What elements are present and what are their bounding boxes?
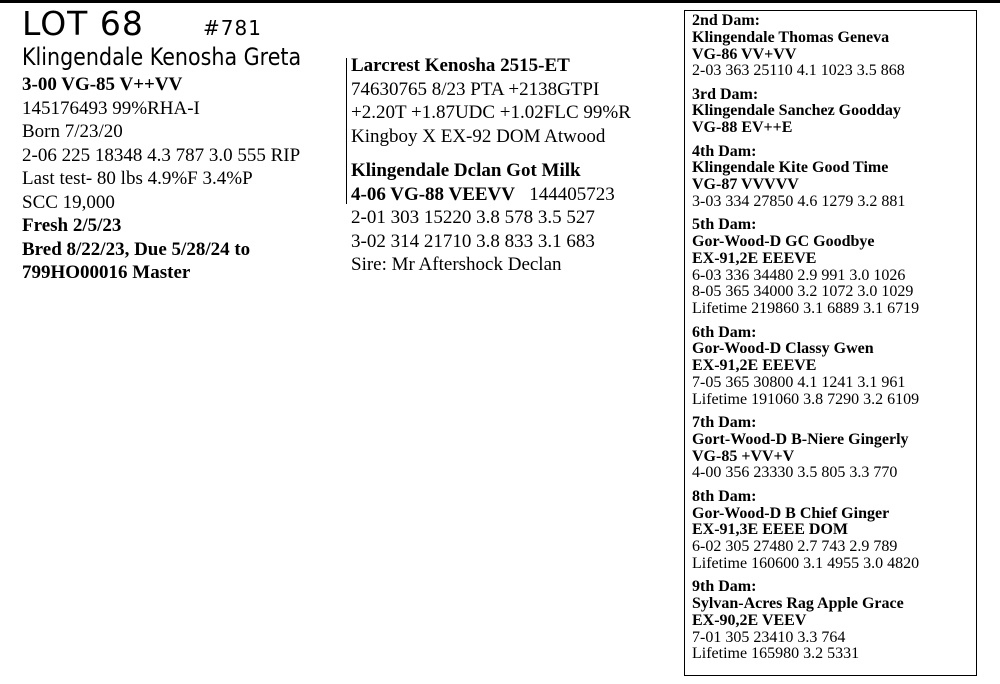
- sire-line2: +2.20T +1.87UDC +1.02FLC 99%R: [351, 102, 631, 123]
- dam-entry-2: [692, 13, 919, 80]
- dam-class-line: [351, 183, 631, 207]
- sire-line3: Kingboy X EX-92 DOM Atwood: [351, 125, 606, 147]
- top-rule: [0, 0, 1000, 3]
- cow-registration: 145176493 99%RHA-I: [22, 97, 200, 119]
- dam-entry-name: Klingendale Sanchez Goodday: [692, 102, 901, 120]
- dam-entry-7: [692, 415, 919, 482]
- cow-last-test: Last test- 80 lbs 4.9%F 3.4%P: [22, 168, 253, 189]
- dam-entry-6: [692, 325, 919, 409]
- sire-name: Larcrest Kenosha 2515-ET: [351, 55, 570, 76]
- dam-entry-class: EX-91,2E EEEVE: [692, 249, 817, 267]
- dam-name: Klingendale Dclan Got Milk: [351, 160, 581, 181]
- dam-entry-record: 2-03 363 25110 4.1 1023 3.5 868: [692, 62, 905, 80]
- dam-classification: 4-06 VG-88 VEEVV: [351, 183, 515, 205]
- dam-entry-3: [692, 87, 919, 137]
- dam-entry-5: [692, 217, 919, 318]
- pedigree-bracket: [346, 58, 347, 204]
- dam-entry-8: [692, 489, 919, 573]
- dam-title: 9th Dam:: [692, 578, 757, 596]
- dam-title: 2nd Dam:: [692, 12, 761, 29]
- dam-entry-name: Sylvan-Acres Rag Apple Grace: [692, 595, 904, 612]
- dam-entry-class: EX-91,2E EEEVE: [692, 357, 817, 375]
- dam-title: 5th Dam:: [692, 216, 757, 234]
- lot-label: LOT 68: [22, 4, 144, 43]
- dam-entry-class: VG-86 VV+VV: [692, 45, 797, 63]
- dam-entry-lifetime: Lifetime 165980 3.2 5331: [692, 645, 860, 663]
- dam-sire: Sire: Mr Aftershock Declan: [351, 254, 562, 275]
- cow-bred-line2: 799HO00016 Master: [22, 262, 191, 283]
- cow-bred-line1: Bred 8/22/23, Due 5/28/24 to: [22, 238, 251, 260]
- dams-list: [692, 13, 919, 670]
- cow-record: 2-06 225 18348 4.3 787 3.0 555 RIP: [22, 144, 301, 166]
- cow-scc: SCC 19,000: [22, 191, 115, 213]
- dam-entry-class: VG-87 VVVVV: [692, 176, 799, 194]
- dam-entry-name: Gor-Wood-D B Chief Ginger: [692, 504, 890, 522]
- dam-entry-record: 7-05 365 30800 4.1 1241 3.1 961: [692, 373, 906, 391]
- dam-entry-record: 6-02 305 27480 2.7 743 2.9 789: [692, 538, 898, 556]
- dam-entry-name: Gort-Wood-D B-Niere Gingerly: [692, 430, 909, 448]
- cow-details: [22, 73, 300, 285]
- dam-entry-class: EX-91,3E EEEE DOM: [692, 521, 849, 539]
- dam-registration: 144405723: [529, 183, 615, 205]
- pedigree-parents: [351, 54, 631, 277]
- dam-entry-lifetime: Lifetime 191060 3.8 7290 3.2 6109: [692, 390, 920, 408]
- dam-entry-name: Gor-Wood-D GC Goodbye: [692, 233, 875, 251]
- dam-record2: 3-02 314 21710 3.8 833 3.1 683: [351, 230, 595, 252]
- dam-title: 7th Dam:: [692, 414, 757, 432]
- dam-entry-name: Klingendale Kite Good Time: [692, 159, 889, 177]
- lot-number: #781: [203, 16, 262, 40]
- dam-entry-9: [692, 579, 919, 663]
- dam-entry-4: [692, 144, 919, 211]
- dam-title: 4th Dam:: [692, 142, 757, 160]
- dam-title: 3rd Dam:: [692, 85, 759, 103]
- dam-entry-name: Gor-Wood-D Classy Gwen: [692, 340, 874, 358]
- sire-line1: 74630765 8/23 PTA +2138GTPI: [351, 78, 600, 100]
- dam-entry-record: 7-01 305 23410 3.3 764: [692, 628, 846, 646]
- dam-entry-record: 8-05 365 34000 3.2 1072 3.0 1029: [692, 283, 914, 301]
- cow-fresh: Fresh 2/5/23: [22, 215, 122, 236]
- dam-title: 8th Dam:: [692, 487, 757, 505]
- dam-entry-name: Klingendale Thomas Geneva: [692, 28, 890, 46]
- dam-entry-record: 6-03 336 34480 2.9 991 3.0 1026: [692, 266, 906, 284]
- dam-title: 6th Dam:: [692, 323, 757, 341]
- dam-entry-record: 3-03 334 27850 4.6 1279 3.2 881: [692, 192, 906, 210]
- cow-classification: 3-00 VG-85 V++VV: [22, 74, 183, 95]
- dam-entry-class: EX-90,2E VEEV: [692, 611, 807, 629]
- cow-born: Born 7/23/20: [22, 121, 123, 142]
- dam-entry-lifetime: Lifetime 219860 3.1 6889 3.1 6719: [692, 300, 920, 318]
- dam-entry-lifetime: Lifetime 160600 3.1 4955 3.0 4820: [692, 554, 920, 572]
- dam-entry-record: 4-00 356 23330 3.5 805 3.3 770: [692, 464, 898, 482]
- dam-entry-class: VG-88 EV++E: [692, 119, 793, 137]
- dam-record1: 2-01 303 15220 3.8 578 3.5 527: [351, 207, 595, 228]
- cow-name: Klingendale Kenosha Greta: [22, 43, 302, 71]
- dam-entry-class: VG-85 +VV+V: [692, 447, 795, 465]
